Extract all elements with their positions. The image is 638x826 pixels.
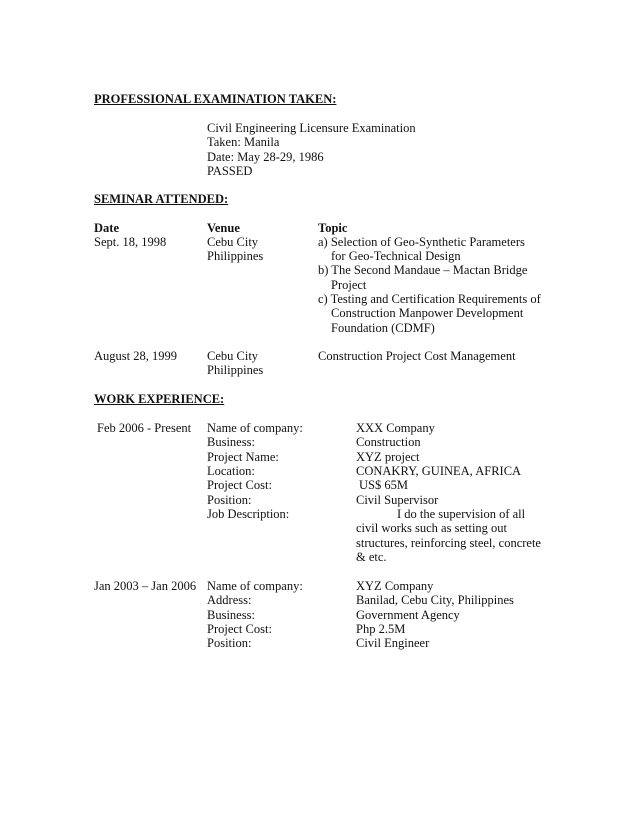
seminar-topic-line: Construction Project Cost Management	[318, 349, 516, 363]
job-label: Business:	[207, 435, 255, 449]
job-value: Construction	[356, 435, 421, 449]
job-label: Business:	[207, 608, 255, 622]
job-label: Project Name:	[207, 450, 279, 464]
job-value: Banilad, Cebu City, Philippines	[356, 593, 514, 607]
exam-heading: PROFESSIONAL EXAMINATION TAKEN:	[94, 92, 337, 106]
job-value: US$ 65M	[359, 478, 408, 492]
job-label: Name of company:	[207, 421, 303, 435]
job-value: XYZ project	[356, 450, 420, 464]
exam-line: Date: May 28-29, 1986	[207, 150, 324, 164]
seminar-venue: Cebu City	[207, 235, 259, 249]
seminar-topic-line: Project	[331, 278, 367, 292]
exam-line: Civil Engineering Licensure Examination	[207, 121, 416, 135]
job-label: Location:	[207, 464, 255, 478]
job-description-line: & etc.	[356, 550, 387, 564]
exam-line: Taken: Manila	[207, 135, 280, 149]
job-label: Position:	[207, 493, 252, 507]
job-value: Civil Supervisor	[356, 493, 439, 507]
seminar-venue: Cebu City	[207, 349, 259, 363]
work-heading: WORK EXPERIENCE:	[94, 392, 225, 406]
seminar-topic-line: b) The Second Mandaue – Mactan Bridge	[318, 263, 528, 277]
seminar-topic-line: Construction Manpower Development	[331, 306, 524, 320]
seminar-col-topic: Topic	[318, 221, 348, 235]
seminar-venue: Philippines	[207, 363, 264, 377]
job-value: XXX Company	[356, 421, 435, 435]
seminar-topic-line: for Geo-Technical Design	[331, 249, 461, 263]
job-label: Project Cost:	[207, 478, 272, 492]
job-label: Address:	[207, 593, 252, 607]
job-period: Feb 2006 - Present	[97, 421, 192, 435]
job-description-line: structures, reinforcing steel, concrete	[356, 536, 541, 550]
seminar-date: August 28, 1999	[94, 349, 177, 363]
job-label: Name of company:	[207, 579, 303, 593]
job-label: Job Description:	[207, 507, 290, 521]
job-description-line: I do the supervision of all	[397, 507, 526, 521]
job-value: Government Agency	[356, 608, 460, 622]
seminar-topic-line: a) Selection of Geo-Synthetic Parameters	[318, 235, 525, 249]
seminar-col-venue: Venue	[207, 221, 240, 235]
exam-line: PASSED	[207, 164, 253, 178]
job-value: XYZ Company	[356, 579, 434, 593]
job-description-line: civil works such as setting out	[356, 521, 508, 535]
seminar-topic-line: Foundation (CDMF)	[331, 321, 435, 335]
seminar-col-date: Date	[94, 221, 119, 235]
seminar-heading: SEMINAR ATTENDED:	[94, 192, 229, 206]
job-value: Php 2.5M	[356, 622, 406, 636]
seminar-venue: Philippines	[207, 249, 264, 263]
job-label: Project Cost:	[207, 622, 272, 636]
job-value: Civil Engineer	[356, 636, 430, 650]
seminar-date: Sept. 18, 1998	[94, 235, 167, 249]
job-value: CONAKRY, GUINEA, AFRICA	[356, 464, 522, 478]
job-label: Position:	[207, 636, 252, 650]
seminar-topic-line: c) Testing and Certification Requirements of	[318, 292, 541, 306]
job-period: Jan 2003 – Jan 2006	[94, 579, 197, 593]
